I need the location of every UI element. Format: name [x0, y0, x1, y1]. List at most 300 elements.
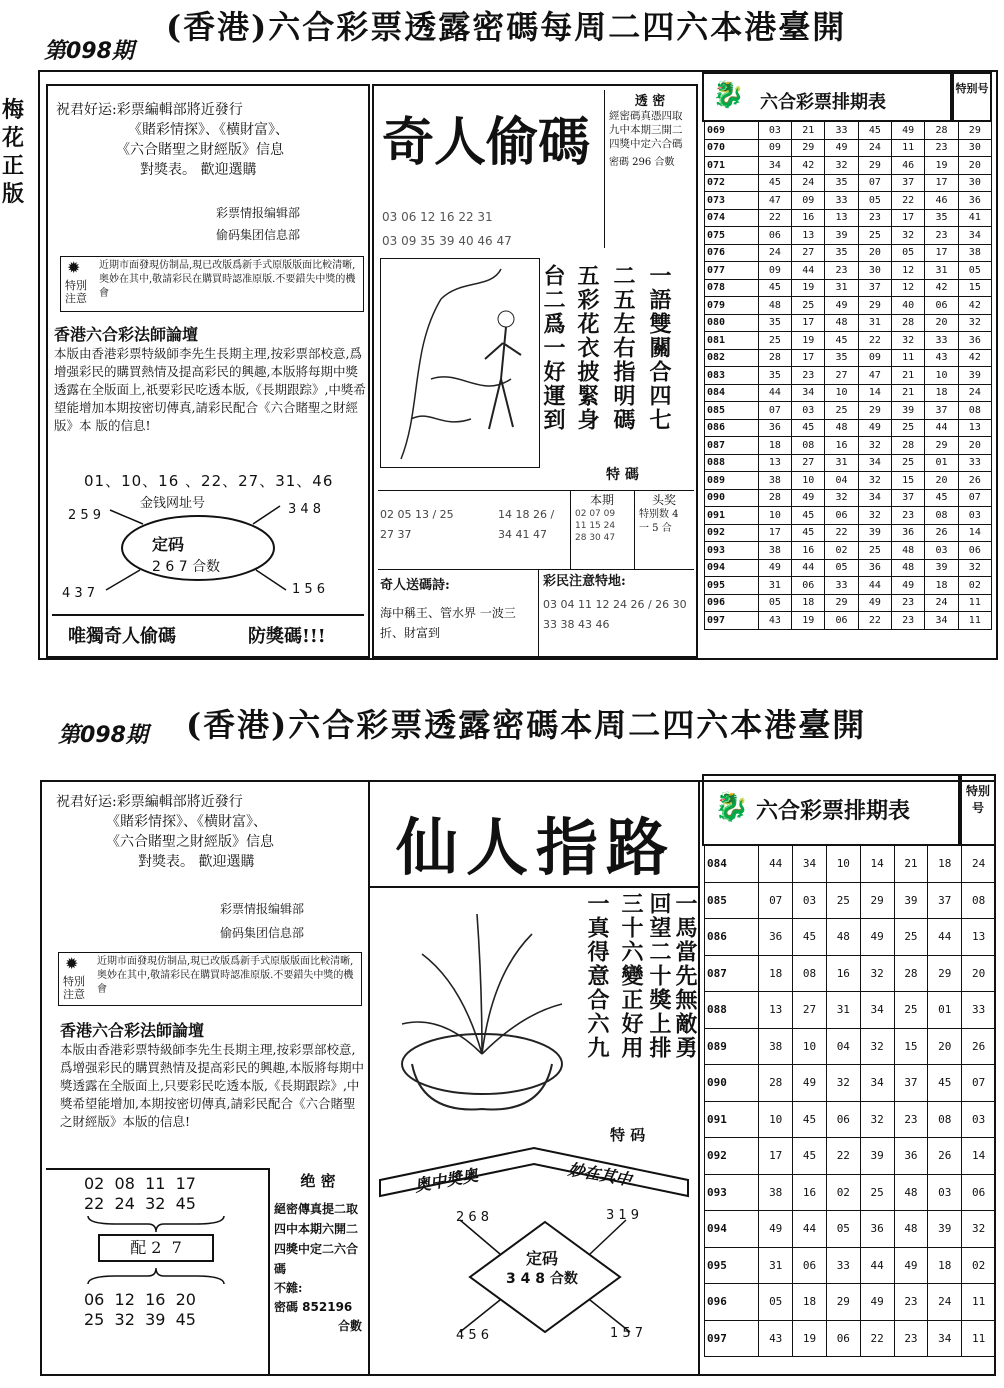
number-cell: 17 [792, 314, 825, 332]
schedule-row [705, 1284, 996, 1321]
number-cell: 28 [925, 122, 958, 140]
number-cell: 39 [894, 882, 928, 919]
schedule-row [705, 882, 996, 919]
number-cell: 23 [894, 1284, 928, 1321]
issue-cell: 097 [705, 612, 759, 630]
number-cell: 10 [925, 367, 958, 385]
number-cell: 32 [860, 1101, 894, 1138]
number-cell: 48 [825, 314, 858, 332]
number-cell: 44 [860, 1247, 894, 1284]
number-cell: 48 [826, 919, 860, 956]
number-cell: 37 [928, 882, 962, 919]
issue-cell: 081 [705, 332, 759, 350]
number-cell: 37 [925, 402, 958, 420]
bottom-middle-panel [370, 782, 700, 1374]
special-number-cell: 15 [958, 279, 991, 297]
schedule-row [705, 507, 992, 525]
schedule-title-text: 六合彩票排期表 [756, 798, 911, 824]
number-cell: 45 [928, 1065, 962, 1102]
number-cell: 48 [892, 559, 925, 577]
number-cell: 18 [792, 594, 825, 612]
notice-box [60, 256, 364, 312]
number-cell: 18 [925, 577, 958, 595]
side-label: 梅花正版 [2, 97, 25, 207]
number-cell: 34 [858, 454, 891, 472]
special-number-cell: 20 [958, 157, 991, 175]
number-cell: 48 [894, 1174, 928, 1211]
number-cell: 29 [925, 437, 958, 455]
number-cell: 36 [894, 1138, 928, 1175]
number-cell: 45 [792, 507, 825, 525]
number-cell: 21 [892, 367, 925, 385]
issue-cell: 093 [705, 542, 759, 560]
special-number-cell: 36 [958, 332, 991, 350]
number-cell: 03 [925, 542, 958, 560]
special-label: 特 碼 [606, 467, 639, 483]
number-cell: 18 [925, 384, 958, 402]
schedule-row [705, 1320, 996, 1357]
issue-cell: 087 [705, 437, 759, 455]
issue-cell: 087 [705, 955, 759, 992]
number-cell: 30 [858, 262, 891, 280]
issue-cell: 095 [705, 577, 759, 595]
number-cell: 13 [825, 209, 858, 227]
number-cell: 34 [928, 1320, 962, 1357]
special-number-cell: 32 [962, 1211, 996, 1248]
issue-cell: 090 [705, 1065, 759, 1102]
number-cell: 14 [860, 846, 894, 883]
number-cell: 04 [826, 1028, 860, 1065]
banner-left: 奥中奬奥 [413, 1165, 480, 1196]
slogan: 唯獨奇人偷碼 [68, 626, 176, 647]
number-cell: 49 [892, 577, 925, 595]
fix-value: 2 6 7 合数 [152, 559, 221, 575]
greeting-line: 祝君好运:彩票編輯部將近發行 [56, 102, 243, 118]
number-cell: 31 [825, 279, 858, 297]
number-cell: 26 [925, 524, 958, 542]
special-number-cell: 41 [958, 209, 991, 227]
number-cell: 32 [858, 507, 891, 525]
number-cell: 45 [925, 489, 958, 507]
number-cell: 04 [825, 472, 858, 490]
number-cell: 25 [792, 297, 825, 315]
number-cell: 33 [825, 192, 858, 210]
issue-cell: 078 [705, 279, 759, 297]
number-cell: 25 [858, 542, 891, 560]
secret-title: 绝 密 [300, 1172, 336, 1190]
number-cell: 32 [858, 472, 891, 490]
issue-cell: 092 [705, 1138, 759, 1175]
schedule-row [705, 209, 992, 227]
number-cell: 23 [894, 1101, 928, 1138]
issue-cell: 069 [705, 122, 759, 140]
number-cell: 06 [793, 1247, 827, 1284]
gear-icon: ✹ [67, 258, 81, 277]
schedule-row [705, 437, 992, 455]
number-cell: 44 [758, 384, 791, 402]
number-cell: 44 [858, 577, 891, 595]
forum-title: 香港六合彩法師論壇 [54, 325, 199, 344]
number-cell: 49 [892, 122, 925, 140]
main-title-bottom: 仙人指路 [396, 811, 677, 884]
number-cell: 25 [894, 919, 928, 956]
number-cell: 22 [858, 612, 891, 630]
number-cell: 16 [826, 955, 860, 992]
number-cell: 12 [892, 262, 925, 280]
number-cell: 22 [858, 332, 891, 350]
schedule-row [705, 472, 992, 490]
illustration-figure [380, 258, 540, 468]
number-cell: 44 [793, 1211, 827, 1248]
number-cell: 32 [825, 157, 858, 175]
number-cell: 20 [925, 314, 958, 332]
issue-cell: 094 [705, 559, 759, 577]
number-cell: 17 [758, 524, 791, 542]
slogan-2: 防獎碼!!! [248, 626, 326, 647]
special-number-cell: 11 [962, 1284, 996, 1321]
number-cell: 45 [758, 174, 791, 192]
special-number-cell: 14 [962, 1138, 996, 1175]
schedule-row [705, 1174, 996, 1211]
issue-cell: 089 [705, 472, 759, 490]
number-cell: 47 [758, 192, 791, 210]
greeting-line: 《賭彩情探》、《横財富》、 [106, 814, 267, 830]
number-cell: 11 [892, 139, 925, 157]
number-cell: 29 [858, 402, 891, 420]
schedule-row [705, 262, 992, 280]
numbers-bottom-1: 06 12 16 20 [84, 1290, 196, 1309]
number-cell: 20 [858, 244, 891, 262]
number-cell: 05 [759, 1284, 793, 1321]
secret-box [604, 90, 695, 248]
issue-cell: 089 [705, 1028, 759, 1065]
special-number-cell: 13 [958, 419, 991, 437]
number-cell: 23 [892, 507, 925, 525]
poem-column: 五彩花衣披緊身 [574, 264, 600, 432]
poem-column: 三十六變正好用 [618, 892, 644, 1060]
number-cell: 25 [825, 402, 858, 420]
schedule-row [705, 192, 992, 210]
number-cell: 18 [793, 1284, 827, 1321]
number-cell: 18 [928, 1247, 962, 1284]
number-cell: 16 [792, 209, 825, 227]
poem-column: 一真得意合六九 [584, 892, 610, 1060]
number-cell: 45 [793, 1138, 827, 1175]
number-cell: 31 [759, 1247, 793, 1284]
this-issue-label: 本期 [589, 493, 614, 507]
schedule-row [705, 577, 992, 595]
number-cell: 20 [928, 1028, 962, 1065]
number-cell: 45 [793, 919, 827, 956]
schedule-row [705, 919, 996, 956]
number-cell: 32 [825, 489, 858, 507]
number-cell: 44 [759, 846, 793, 883]
issue-number-bottom: 第098期 [58, 723, 148, 748]
number-cell: 32 [892, 332, 925, 350]
number-cell: 02 [825, 542, 858, 560]
special-number-cell: 32 [958, 314, 991, 332]
numbers-top-2: 22 24 32 45 [84, 1194, 196, 1213]
number-cell: 33 [825, 122, 858, 140]
special-number-cell: 11 [958, 594, 991, 612]
special-number-cell: 11 [958, 612, 991, 630]
schedule-title-bottom [702, 774, 960, 846]
number-cell: 23 [858, 209, 891, 227]
head-prize-text: 特别数 4 一 5 合 [639, 509, 679, 534]
issue-cell: 083 [705, 367, 759, 385]
issue-number: 第098期 [44, 39, 134, 64]
number-cell: 23 [792, 367, 825, 385]
number-cell: 12 [892, 279, 925, 297]
number-cell: 13 [758, 454, 791, 472]
special-number-cell: 03 [958, 507, 991, 525]
issue-cell: 096 [705, 594, 759, 612]
number-cell: 16 [792, 542, 825, 560]
issue-cell: 072 [705, 174, 759, 192]
forum-body: 本版由香港彩票特級師李先生長期主理,按彩票部校意,爲增强彩民的購買熱情及提高彩民的興趣,本版將每期中獎透露在全版面上,祇要彩民吃透本版,《長期跟踪》,中獎希望能增加本期按密切傳真,請彩民配合《六合賭聖之財經版》本 版的信息! [54, 346, 366, 433]
special-number-cell: 20 [962, 955, 996, 992]
special-number-cell: 32 [958, 559, 991, 577]
numbers-top-1: 02 08 11 17 [84, 1174, 196, 1193]
special-number-cell: 30 [958, 139, 991, 157]
number-cell: 27 [825, 367, 858, 385]
issue-cell: 086 [705, 419, 759, 437]
number-cell: 23 [825, 262, 858, 280]
number-cell: 06 [925, 297, 958, 315]
number-cell: 28 [892, 314, 925, 332]
special-number-cell: 05 [958, 262, 991, 280]
schedule-row [705, 1065, 996, 1102]
special-number-cell: 24 [962, 846, 996, 883]
number-cell: 06 [825, 612, 858, 630]
gear-icon: ✹ [65, 954, 79, 973]
secret-code: 密碼 852196 [274, 1300, 353, 1314]
number-cell: 43 [759, 1320, 793, 1357]
number-cell: 32 [826, 1065, 860, 1102]
notice-tag: 特別注意 [63, 975, 85, 1001]
number-cell: 06 [758, 227, 791, 245]
number-cell: 17 [925, 174, 958, 192]
number-cell: 35 [825, 174, 858, 192]
number-cell: 17 [759, 1138, 793, 1175]
brace-bottom [86, 1266, 226, 1286]
greeting-line: 對獎表。 歡迎選購 [138, 854, 255, 870]
notice-text: 近期市面發現仿制品,現已改版爲新手式原版版面比較清晰,奥妙在其中,敬請彩民在購買時認准原版.不要錯失中獎的機會 [99, 260, 356, 299]
number-cell: 06 [826, 1320, 860, 1357]
number-cell: 23 [892, 612, 925, 630]
mascot-icon: 🐉 [712, 80, 745, 110]
number-cell: 02 [826, 1174, 860, 1211]
schedule-row [705, 612, 992, 630]
schedule-row [705, 297, 992, 315]
special-number-cell: 39 [958, 367, 991, 385]
special-number-cell: 07 [958, 489, 991, 507]
number-cell: 07 [858, 174, 891, 192]
schedule-row [705, 279, 992, 297]
issue-cell: 097 [705, 1320, 759, 1357]
head-prize-box [634, 491, 693, 569]
number-cell: 23 [925, 139, 958, 157]
number-cell: 18 [928, 846, 962, 883]
number-cell: 45 [792, 419, 825, 437]
number-cell: 31 [826, 992, 860, 1029]
secret-text: 絕密傳真提二取四中本期六開二四獎中定二六合碼 [274, 1202, 359, 1276]
issue-cell: 095 [705, 1247, 759, 1284]
number-cell: 28 [892, 437, 925, 455]
special-number-cell: 20 [958, 437, 991, 455]
numbers-bottom-2: 25 32 39 45 [84, 1310, 196, 1329]
signature-2: 偷码集团信息部 [220, 926, 305, 940]
fix-label: 定码 [152, 535, 185, 554]
schedule-row [705, 1028, 996, 1065]
number-cell: 24 [928, 1284, 962, 1321]
number-cell: 28 [758, 489, 791, 507]
number-cell: 49 [860, 919, 894, 956]
greeting [56, 100, 366, 180]
number-cell: 22 [825, 524, 858, 542]
issue-cell: 077 [705, 262, 759, 280]
number-cell: 11 [892, 349, 925, 367]
greeting-line: 祝君好运:彩票編輯部將近發行 [56, 794, 243, 810]
number-cell: 32 [892, 227, 925, 245]
signature-2: 偷码集团信息部 [216, 228, 301, 242]
schedule-row [705, 367, 992, 385]
issue-cell: 086 [705, 919, 759, 956]
number-cell: 16 [825, 437, 858, 455]
number-cell: 49 [758, 559, 791, 577]
number-cell: 34 [858, 489, 891, 507]
number-cell: 46 [925, 192, 958, 210]
number-cell: 31 [825, 454, 858, 472]
number-cell: 39 [928, 1211, 962, 1248]
number-cell: 38 [759, 1028, 793, 1065]
special-number-cell: 03 [962, 1101, 996, 1138]
issue-cell: 082 [705, 349, 759, 367]
schedule-row [705, 384, 992, 402]
schedule-row [705, 227, 992, 245]
number-cell: 08 [928, 1101, 962, 1138]
number-cell: 40 [892, 297, 925, 315]
number-cell: 39 [825, 227, 858, 245]
number-cell: 09 [858, 349, 891, 367]
schedule-row [705, 174, 992, 192]
number-cell: 49 [793, 1065, 827, 1102]
number-cell: 07 [758, 402, 791, 420]
number-cell: 24 [758, 244, 791, 262]
number-cell: 09 [792, 192, 825, 210]
illustration-plant [382, 894, 576, 1124]
number-cell: 36 [758, 419, 791, 437]
secret-extra: 密碼 296 合數 [609, 157, 675, 168]
number-cell: 19 [792, 279, 825, 297]
number-cell: 44 [792, 559, 825, 577]
corner-tr: 3 4 8 [288, 502, 322, 517]
number-cell: 03 [758, 122, 791, 140]
special-label: 特 码 [610, 1126, 646, 1144]
number-cell: 22 [860, 1320, 894, 1357]
special-number-cell: 13 [962, 919, 996, 956]
number-cell: 17 [925, 244, 958, 262]
number-cell: 38 [758, 542, 791, 560]
number-cell: 26 [928, 1138, 962, 1175]
number-cell: 45 [792, 524, 825, 542]
number-cell: 29 [826, 1284, 860, 1321]
number-row-2: 03 09 35 39 40 46 47 [382, 234, 512, 248]
number-cell: 25 [826, 882, 860, 919]
brace-top [86, 1214, 226, 1234]
forum [54, 322, 366, 435]
number-cell: 44 [928, 919, 962, 956]
schedule-row [705, 559, 992, 577]
special-number-cell: 11 [962, 1320, 996, 1357]
top-left-panel [46, 84, 370, 658]
number-cell: 08 [925, 507, 958, 525]
number-cell: 22 [892, 192, 925, 210]
number-cell: 01 [928, 992, 962, 1029]
number-cell: 29 [792, 139, 825, 157]
issue-cell: 090 [705, 489, 759, 507]
schedule-row [705, 955, 996, 992]
schedule-row [705, 122, 992, 140]
number-cell: 05 [826, 1211, 860, 1248]
number-cell: 25 [892, 454, 925, 472]
notice-text: 近期市面發現仿制品,現已改版爲新手式原版版面比較清晰,奥妙在其中,敬請彩民在購買時認准原版.不要錯失中獎的機會 [97, 956, 354, 995]
page-header: (香港)六合彩票透露密碼每周二四六本港臺開 [166, 8, 847, 46]
divider [370, 886, 698, 888]
special-number-cell: 42 [958, 349, 991, 367]
schedule-row [705, 402, 992, 420]
number-cell: 39 [925, 559, 958, 577]
poem-column: 一語雙關合四七 [646, 264, 672, 432]
issue-cell: 085 [705, 882, 759, 919]
schedule-row [705, 332, 992, 350]
number-cell: 14 [858, 384, 891, 402]
number-cell: 44 [925, 419, 958, 437]
corner-tl: 2 6 8 [456, 1210, 490, 1225]
issue-cell: 084 [705, 846, 759, 883]
schedule-row [705, 542, 992, 560]
schedule-row [705, 314, 992, 332]
corner-br: 1 5 6 [292, 582, 326, 597]
number-cell: 34 [792, 384, 825, 402]
schedule-row [705, 594, 992, 612]
number-cell: 39 [892, 402, 925, 420]
issue-cell: 088 [705, 992, 759, 1029]
number-cell: 49 [894, 1247, 928, 1284]
signature-1: 彩票情报编辑部 [216, 206, 301, 220]
number-cell: 28 [758, 349, 791, 367]
number-cell: 43 [925, 349, 958, 367]
number-cell: 29 [928, 955, 962, 992]
number-cell: 08 [793, 955, 827, 992]
special-header: 特别号 [952, 72, 992, 122]
number-cell: 15 [894, 1028, 928, 1065]
number-cell: 34 [758, 157, 791, 175]
head-prize-label: 头奖 [651, 493, 676, 507]
number-cell: 46 [892, 157, 925, 175]
number-cell: 19 [792, 332, 825, 350]
number-cell: 09 [758, 262, 791, 280]
special-number-cell: 30 [958, 174, 991, 192]
top-middle-panel [372, 84, 698, 658]
figure-illustration [381, 259, 539, 467]
number-cell: 10 [759, 1101, 793, 1138]
number-cell: 35 [825, 244, 858, 262]
number-cell: 48 [758, 297, 791, 315]
schedule-table-bottom [704, 845, 996, 1357]
secret-text: 經密碼真憑四取九中本期三開二四獎中定六合碼 [609, 110, 683, 150]
issue-cell: 071 [705, 157, 759, 175]
